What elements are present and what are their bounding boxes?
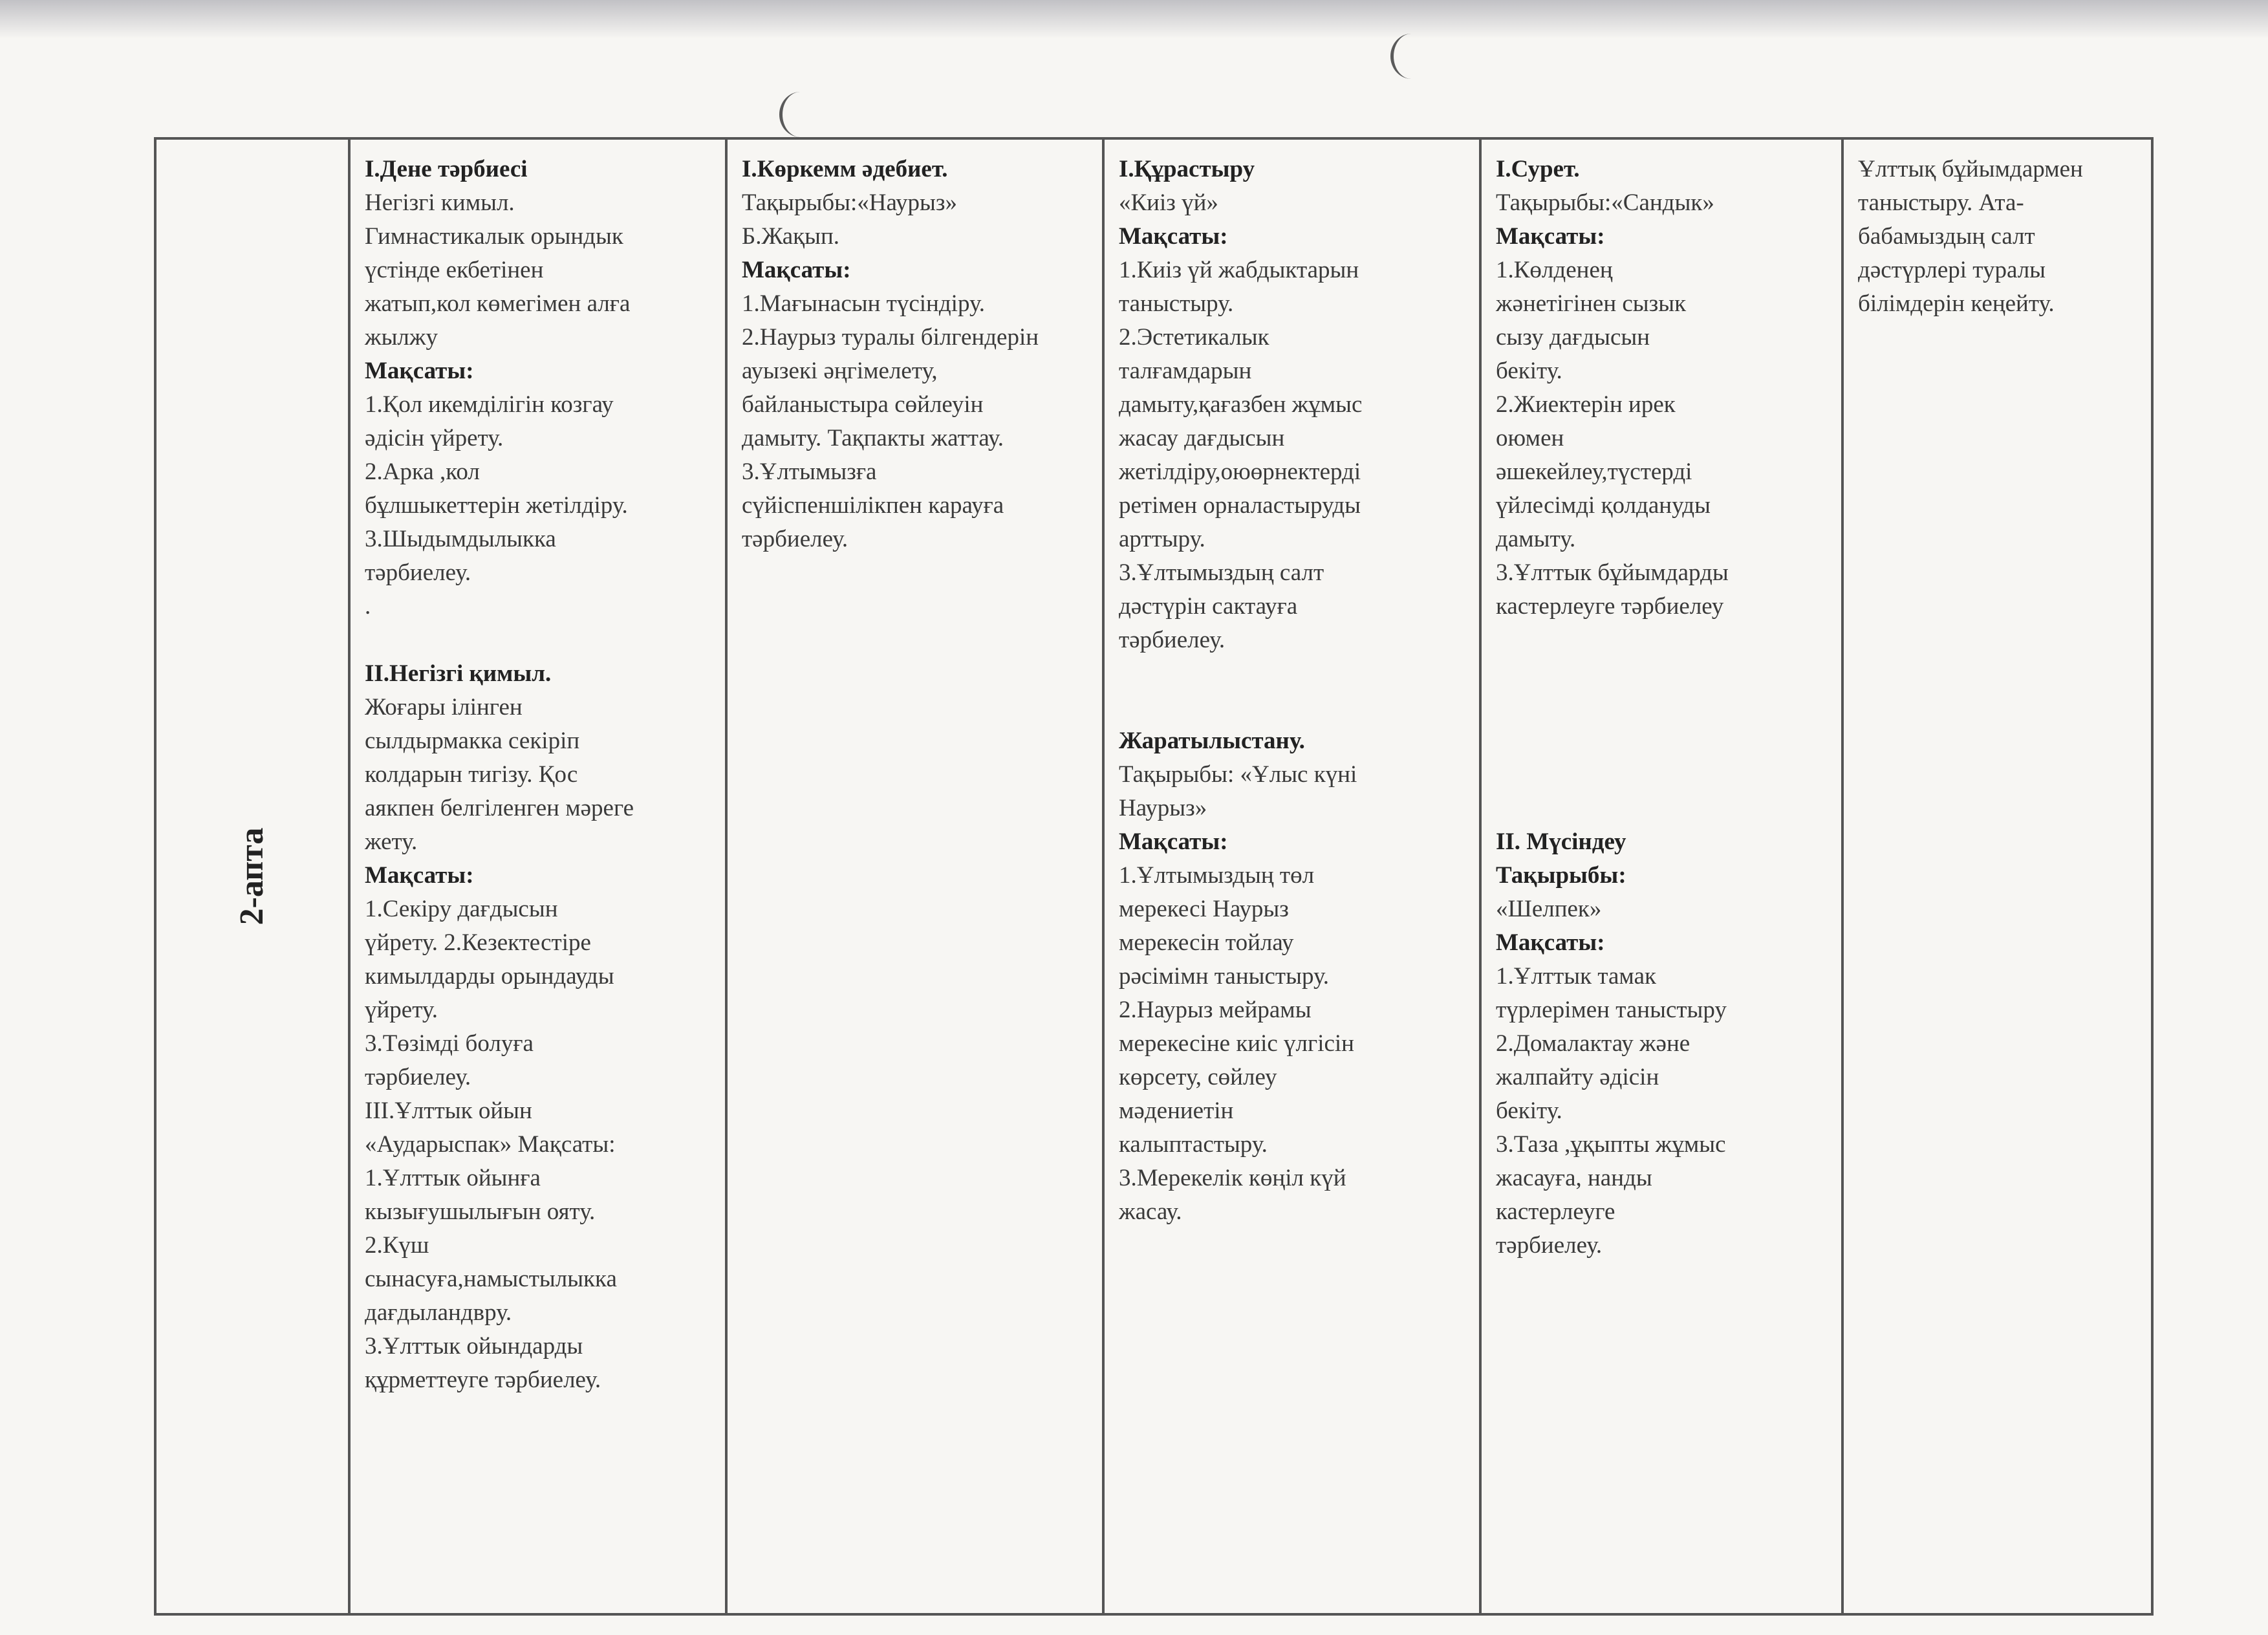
cell-heading: Мақсаты:: [1496, 929, 1605, 956]
cell-line: «Шелпек»: [1496, 896, 1602, 922]
cell-line: ретімен орналастыруды: [1119, 492, 1361, 519]
cell-line: ауызекі әңгімелету,: [742, 358, 938, 384]
cell-line: 1.Ұлтымыздың төл: [1119, 862, 1315, 889]
summary-line: Ұлттық бұйымдармен: [1858, 156, 2083, 182]
summary-line: білімдерін кеңейту.: [1858, 290, 2055, 317]
cell-line: байланыстыра сөйлеуін: [742, 391, 984, 418]
cell-line: рәсімімн таныстыру.: [1119, 963, 1329, 990]
cell-line: 2.Домалактау және: [1496, 1030, 1690, 1057]
cell-line: оюмен: [1496, 425, 1564, 451]
cell-line: кастерлеуге тәрбиелеу: [1496, 593, 1724, 620]
cell-line: кимылдарды орындауды: [365, 963, 614, 990]
cell-line: үйрету.: [365, 997, 438, 1023]
weekly-plan-table: [154, 137, 2154, 1616]
summary-line: дәстүрлері туралы: [1858, 257, 2046, 283]
spacer: [1496, 657, 1830, 691]
scan-shadow: [0, 0, 2268, 39]
spacer: [1496, 758, 1830, 792]
cell-line: 3.Төзімді болуға: [365, 1030, 534, 1057]
cell-line: жәнетігінен сызык: [1496, 290, 1687, 317]
cell-line: Жоғары ілінген: [365, 694, 523, 720]
cell-line: кастерлеуге: [1496, 1198, 1615, 1225]
cell-line: үйлесімді қолдануды: [1496, 492, 1711, 519]
cell-line: «Аударыспак» Мақсаты:: [365, 1131, 616, 1158]
cell-line: мерекесін тойлау: [1119, 929, 1294, 956]
cell-line: үйрету. 2.Кезектестіре: [365, 929, 591, 956]
cell-heading: Мақсаты:: [742, 257, 851, 283]
cell-line: жасау дағдысын: [1119, 425, 1285, 451]
cell-line: 1.Киіз үй жабдыктарын: [1119, 257, 1359, 283]
cell-line: жатып,кол көмегімен алға: [365, 290, 631, 317]
cell-line: 3.Ұлтымызға: [742, 459, 877, 485]
cell-line: 3.Шыдымдылыкка: [365, 526, 556, 552]
literature-cell: [726, 138, 1103, 1614]
cell-line: мерекесі Наурыз: [1119, 896, 1289, 922]
drawing-modeling-cell: [1480, 138, 1842, 1614]
cell-line: дағдыландвру.: [365, 1299, 512, 1326]
cell-line: 2.Наурыз туралы білгендерін: [742, 324, 1039, 351]
cell-heading: Мақсаты:: [365, 358, 474, 384]
cell-line: таныстыру.: [1119, 290, 1234, 317]
cell-line: .: [365, 593, 371, 620]
spacer: [1119, 657, 1467, 691]
cell-heading: І.Құрастыру: [1119, 156, 1255, 182]
cell-line: дамыту. Тақпакты жаттау.: [742, 425, 1004, 451]
cell-heading: І.Сурет.: [1496, 156, 1580, 182]
week-label: 2-апта: [233, 827, 270, 926]
cell-line: бекіту.: [1496, 358, 1562, 384]
cell-line: 2.Эстетикалык: [1119, 324, 1269, 351]
cell-line: аякпен белгіленген мәреге: [365, 795, 634, 821]
cell-line: 2.Жиектерін ирек: [1496, 391, 1676, 418]
cell-line: 2.Наурыз мейрамы: [1119, 997, 1312, 1023]
cell-line: жылжу: [365, 324, 438, 351]
summary-line: бабамыздың салт: [1858, 223, 2035, 250]
cell-line: 1.Ұлттык тамак: [1496, 963, 1656, 990]
cell-heading: Мақсаты:: [1496, 223, 1605, 250]
cell-line: «Киіз үй»: [1119, 189, 1218, 216]
construction-nature-cell: [1103, 138, 1480, 1614]
cell-line: 2.Күш: [365, 1232, 429, 1259]
cell-line: талғамдарын: [1119, 358, 1252, 384]
cell-line: тәрбиелеу.: [365, 1064, 471, 1090]
cell-line: 2.Арка ,кол: [365, 459, 480, 485]
spacer: [1119, 691, 1467, 724]
physical-education-cell: [349, 138, 726, 1614]
cell-line: 3.Таза ,ұқыпты жұмыс: [1496, 1131, 1726, 1158]
cell-line: жетілдіру,оюөрнектерді: [1119, 459, 1361, 485]
cell-line: Тақырыбы: «Ұлыс күні: [1119, 761, 1357, 788]
cell-line: 1.Қол икемділігін козгау: [365, 391, 614, 418]
table-row: [155, 138, 2152, 1614]
cell-line: тәрбиелеу.: [1119, 627, 1226, 653]
cell-line: колдарын тигізу. Қос: [365, 761, 578, 788]
cell-line: 1.Секіру дағдысын: [365, 896, 558, 922]
summary-text: [1858, 153, 2139, 321]
cell-heading: Жаратылыстану.: [1119, 728, 1305, 754]
cell-line: 3.Мерекелік көңіл күй: [1119, 1165, 1346, 1191]
spacer: [1496, 792, 1830, 825]
cell-line: сылдырмакка секіріп: [365, 728, 580, 754]
cell-heading: Мақсаты:: [1119, 828, 1228, 855]
cell-line: арттыру.: [1119, 526, 1205, 552]
cell-heading: І.Дене тәрбиесі: [365, 156, 528, 182]
cell-line: әдісін үйрету.: [365, 425, 504, 451]
cell-content: [1496, 153, 1830, 1262]
cell-line: Б.Жақып.: [742, 223, 840, 250]
spacer: [1496, 623, 1830, 657]
cell-line: құрметтеуге тәрбиелеу.: [365, 1367, 601, 1393]
spacer: [365, 623, 713, 657]
cell-line: түрлерімен таныстыру: [1496, 997, 1727, 1023]
cell-line: әшекейлеу,түстерді: [1496, 459, 1692, 485]
cell-line: дамыту.: [1496, 526, 1576, 552]
cell-line: жасауға, нанды: [1496, 1165, 1652, 1191]
cell-line: сүйіспеншілікпен карауға: [742, 492, 1004, 519]
cell-line: тәрбиелеу.: [742, 526, 848, 552]
cell-line: 1.Мағынасын түсіндіру.: [742, 290, 985, 317]
cell-line: жету.: [365, 828, 418, 855]
cell-line: жалпайту әдісін: [1496, 1064, 1659, 1090]
cell-line: дәстүрін сактауға: [1119, 593, 1298, 620]
cell-line: үстінде екбетінен: [365, 257, 544, 283]
cell-line: бұлшыкеттерін жетілдіру.: [365, 492, 628, 519]
cell-line: 3.Ұлттык бұйымдарды: [1496, 559, 1729, 586]
cell-line: 1.Көлденең: [1496, 257, 1613, 283]
cell-content: [365, 153, 713, 1397]
cell-line: тәрбиелеу.: [1496, 1232, 1603, 1259]
cell-line: Наурыз»: [1119, 795, 1207, 821]
punch-mark: [779, 92, 821, 137]
cell-line: 1.Ұлттык ойынға: [365, 1165, 541, 1191]
cell-heading: Мақсаты:: [1119, 223, 1228, 250]
cell-heading: І.Көркемм әдебиет.: [742, 156, 948, 182]
cell-line: Тақырыбы:«Сандык»: [1496, 189, 1714, 216]
cell-line: мәдениетін: [1119, 1098, 1234, 1124]
cell-heading: ІІ. Мүсіндеу: [1496, 828, 1626, 855]
punch-mark: [1390, 34, 1432, 79]
cell-heading: ІІ.Негізгі қимыл.: [365, 660, 552, 687]
cell-heading: Тақырыбы:: [1496, 862, 1626, 889]
summary-line: таныстыру. Ата-: [1858, 189, 2024, 216]
cell-line: жасау.: [1119, 1198, 1182, 1225]
cell-line: кызығушылығын ояту.: [365, 1198, 596, 1225]
spacer: [1496, 691, 1830, 724]
cell-line: тәрбиелеу.: [365, 559, 471, 586]
cell-line: Гимнастикалык орындык: [365, 223, 623, 250]
cell-line: сызу дағдысын: [1496, 324, 1650, 351]
cell-line: 3.Ұлттык ойындарды: [365, 1333, 583, 1359]
summary-cell: [1842, 138, 2152, 1614]
cell-line: бекіту.: [1496, 1098, 1562, 1124]
cell-line: Негізгі кимыл.: [365, 189, 515, 216]
cell-line: көрсету, сөйлеу: [1119, 1064, 1277, 1090]
cell-line: ІІІ.Ұлттык ойын: [365, 1098, 532, 1124]
cell-line: калыптастыру.: [1119, 1131, 1268, 1158]
cell-line: 3.Ұлтымыздың салт: [1119, 559, 1324, 586]
cell-heading: Мақсаты:: [365, 862, 474, 889]
cell-line: сынасуға,намыстылыкка: [365, 1266, 617, 1292]
cell-line: Тақырыбы:«Наурыз»: [742, 189, 957, 216]
spacer: [1496, 724, 1830, 758]
week-cell: [155, 138, 349, 1614]
cell-line: дамыту,қағазбен жұмыс: [1119, 391, 1363, 418]
cell-content: [742, 153, 1090, 556]
cell-line: мерекесіне киіс үлгісін: [1119, 1030, 1354, 1057]
cell-content: [1119, 153, 1467, 1229]
